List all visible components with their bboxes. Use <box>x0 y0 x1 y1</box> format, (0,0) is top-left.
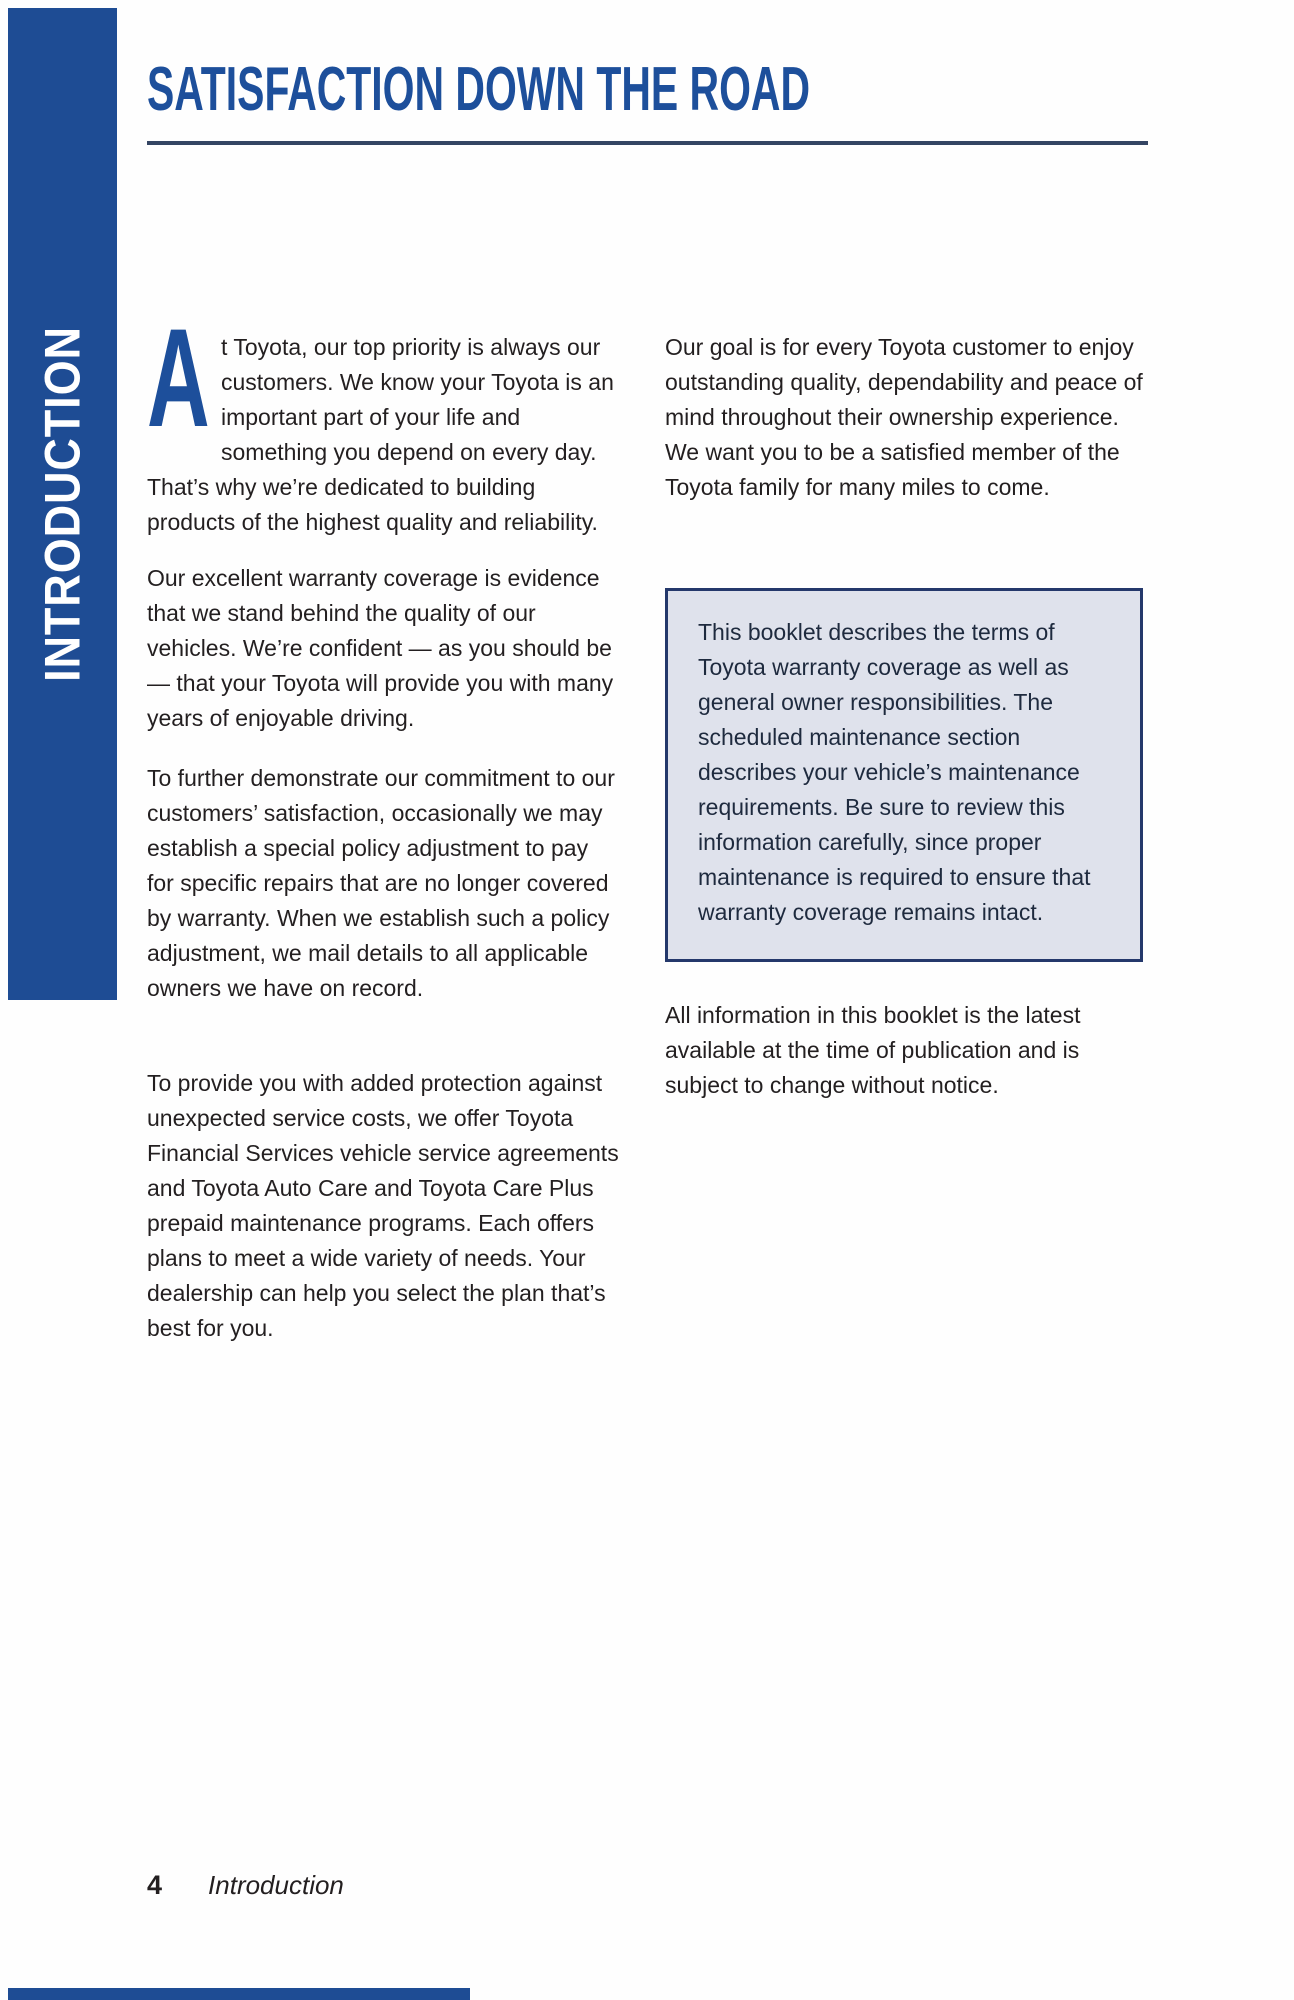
callout-box <box>665 588 1143 962</box>
paragraph-policy-adjustment: To further demonstrate our commitment to our customers’ satisfaction, occasionally we may establish a special policy adjustment to pay for specific repairs that are no longer covered by warranty. When we establish such a policy adjustment, we mail details to all applicable owners we have on record. <box>147 765 615 1001</box>
page-title: SATISFACTION DOWN THE ROAD <box>147 55 811 124</box>
paragraph-text: t Toyota, our top priority is always our customers. We know your Toyota is an important part of your life and something you depend on every day. That’s why we’re dedicated to building products of the highest quality and reliability. <box>147 334 614 535</box>
footer-section-label: Introduction <box>208 1870 344 1900</box>
callout-text: This booklet describes the terms of Toyota warranty coverage as well as general owner responsibilities. The scheduled maintenance section describes your vehicle’s maintenance requirements. Be sure to review this information carefully, since proper maintenance is required to ensure that warranty coverage remains intact. <box>698 619 1091 925</box>
paragraph-intro <box>147 299 619 540</box>
page-number: 4 <box>147 1870 163 1900</box>
paragraph-goal: Our goal is for every Toyota customer to enjoy outstanding quality, dependability and peace of mind throughout their ownership experience. We want you to be a satisfied member of the Toyota family for many miles to come. <box>665 334 1143 500</box>
drop-cap: A <box>147 299 210 456</box>
title-divider-rule <box>147 141 1148 145</box>
paragraph-disclaimer: All information in this booklet is the latest available at the time of publication and is subject to change without notice. <box>665 1002 1081 1098</box>
page-footer <box>147 1870 344 1901</box>
paragraph-service-agreements: To provide you with added protection against unexpected service costs, we offer Toyota Financial Services vehicle service agreements and Toyota Auto Care and Toyota Care Plus prepaid maintenance programs. Each offers plans to meet a wide variety of needs. Your dealership can help you select the plan that’s best for you. <box>147 1070 619 1341</box>
introduction-side-tab <box>8 8 117 1000</box>
bottom-accent-bar <box>8 1988 470 2000</box>
paragraph-warranty: Our excellent warranty coverage is evidence that we stand behind the quality of our vehicles. We’re confident — as you should be — that your Toyota will provide you with many years of enjoyable driving. <box>147 565 614 731</box>
sidebar-label: INTRODUCTION <box>34 326 91 682</box>
